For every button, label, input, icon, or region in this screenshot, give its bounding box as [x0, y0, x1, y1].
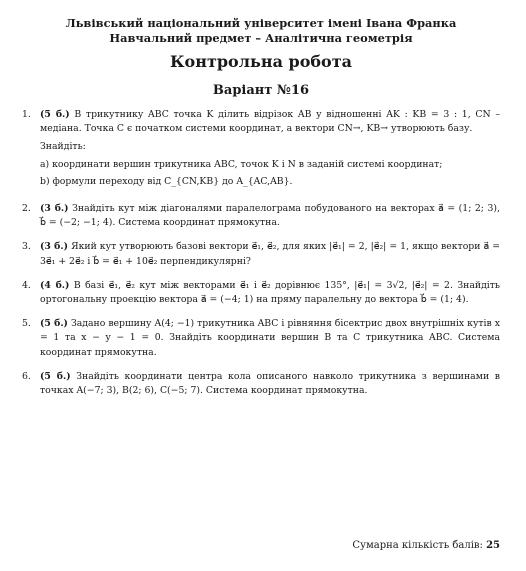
task-points: (3 б.) [40, 203, 69, 215]
task-body [40, 108, 500, 192]
variant-label: Варіант №16 [212, 83, 310, 98]
course-name: Навчальний предмет – Аналітична геометрія [109, 31, 413, 45]
total-label: Сумарна кількість балів: [352, 540, 483, 551]
task-1 [22, 108, 500, 192]
task-text: Знайдіть кут між діагоналями паралелограма побудованого на векторах a⃗ = (1; 2; 3), b⃗ = (−2; −1; 4). Система координат прямокутна. [40, 203, 500, 229]
task-list [22, 108, 500, 398]
task-3 [22, 240, 500, 268]
task-body [40, 240, 500, 268]
task-number: 3. [22, 241, 31, 253]
task-text: Задано вершину A(4; −1) трикутника ABC і рівняння бісектрис двох внутрішніх кутів x = 1 та x − y − 1 = 0. Знайдіть координати вершин B та C трикутника ABC. Система координат прямокутна. [40, 318, 500, 358]
task-subitems [40, 140, 500, 189]
task-body [40, 317, 500, 360]
task-2 [22, 202, 500, 230]
total-points [352, 540, 500, 551]
find-label: Знайдіть: [40, 141, 86, 153]
task-body [40, 370, 500, 398]
task-number: 4. [22, 279, 31, 291]
task-points: (3 б.) [40, 241, 69, 253]
task-body [40, 202, 500, 230]
task-text: В базі e⃗₁, e⃗₂ кут між векторами e⃗₁ і e⃗₂ дорівнює 135°, |e⃗₁| = 3√2, |e⃗₂| = 2. Знайдіть ортогональну проекцію вектора a⃗ = (−4; 1) на пряму паралельну до вектора b⃗ = (1; 4). [40, 279, 500, 306]
task-points: (5 б.) [40, 109, 70, 120]
task-number: 2. [22, 203, 31, 215]
task-number: 1. [22, 109, 31, 120]
task-number: 6. [22, 370, 31, 382]
task-body [40, 279, 500, 307]
task-text: Який кут утворюють базові вектори e⃗₁, e⃗₂, для яких |e⃗₁| = 2, |e⃗₂| = 1, якщо вектори a⃗ = 3e⃗₁ + 2e⃗₂ і b⃗ = e⃗₁ + 10e⃗₂ перпендикулярні? [40, 241, 500, 267]
task-4 [22, 279, 500, 307]
task-5 [22, 317, 500, 360]
university-name: Львівський національний університет імені Івана Франка [65, 16, 457, 30]
task-number: 5. [22, 318, 31, 330]
task-text: В трикутнику ABC точка K ділить відрізок AB у відношенні AK : KB = 3 : 1, CN – медіана. Точка C є початком системи координат, а вектори CN→, KB→ утворюють базу. [40, 109, 500, 135]
total-value: 25 [486, 540, 500, 551]
task-text: Знайдіть координати центра кола описаного навколо трикутника з вершинами в точках A(−7; 3), B(2; 6), C(−5; 7). Система координат прямокутна. [40, 370, 500, 397]
subitem-a: а) координати вершин трикутника ABC, точок K і N в заданій системі координат; [40, 158, 443, 170]
page-title: Контрольна робота [170, 52, 352, 71]
task-points: (5 б.) [40, 370, 71, 382]
subitem-b: b) формули переходу від C_{CN,KB} до A_{AC,AB}. [40, 175, 293, 187]
task-6 [22, 370, 500, 398]
task-points: (5 б.) [40, 318, 68, 330]
task-points: (4 б.) [40, 279, 70, 291]
